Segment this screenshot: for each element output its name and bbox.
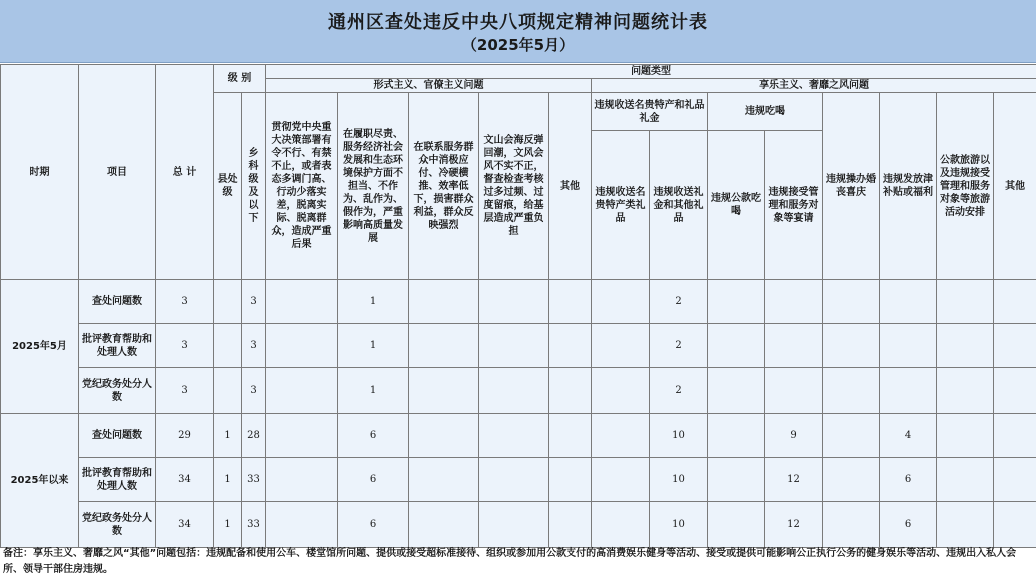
header-item: 项目: [79, 65, 156, 280]
cell-total: 3: [156, 280, 214, 324]
cell-h3: [823, 414, 880, 458]
header-meal-banquet: 违规接受管理和服务对象等宴请: [765, 131, 823, 280]
cell-g1: [592, 324, 650, 368]
cell-f3: [409, 280, 479, 324]
cell-f4: [479, 324, 549, 368]
header-total: 总 计: [156, 65, 214, 280]
cell-m1: [708, 280, 765, 324]
cell-m1: [708, 324, 765, 368]
cell-total: 34: [156, 458, 214, 502]
cell-f2: 6: [338, 414, 409, 458]
cell-h5: [937, 324, 994, 368]
cell-m2: [765, 280, 823, 324]
period-label: 2025年5月: [1, 280, 79, 414]
cell-h6: [994, 324, 1036, 368]
cell-township: 3: [242, 280, 266, 324]
row-item: 查处问题数: [79, 414, 156, 458]
row-item: 党纪政务处分人数: [79, 502, 156, 548]
cell-f1: [266, 502, 338, 548]
cell-county: 1: [214, 458, 242, 502]
header-hedonism-other: 其他: [994, 93, 1036, 280]
cell-m2: [765, 368, 823, 414]
cell-g2: 10: [650, 414, 708, 458]
header-gift-specialty: 违规收送名贵特产类礼品: [592, 131, 650, 280]
header-period: 时期: [1, 65, 79, 280]
header-formalism-1: 贯彻党中央重大决策部署有令不行、有禁不止，或者表态多调门高、行动少落实差，脱离实际、脱离群众，造成严重后果: [266, 93, 338, 280]
cell-county: [214, 324, 242, 368]
cell-h6: [994, 414, 1036, 458]
cell-f1: [266, 414, 338, 458]
cell-total: 34: [156, 502, 214, 548]
cell-g1: [592, 280, 650, 324]
header-hedonism: 享乐主义、奢靡之风问题: [592, 79, 1036, 93]
cell-h5: [937, 414, 994, 458]
cell-f3: [409, 324, 479, 368]
cell-h3: [823, 502, 880, 548]
cell-f3: [409, 368, 479, 414]
cell-h4: [880, 324, 937, 368]
cell-county: [214, 368, 242, 414]
cell-h5: [937, 458, 994, 502]
cell-h5: [937, 280, 994, 324]
cell-h5: [937, 368, 994, 414]
page-title: 通州区查处违反中央八项规定精神问题统计表: [328, 12, 708, 33]
cell-m2: 12: [765, 458, 823, 502]
cell-h4: 6: [880, 502, 937, 548]
cell-g2: 2: [650, 368, 708, 414]
cell-county: 1: [214, 502, 242, 548]
cell-g2: 2: [650, 324, 708, 368]
cell-m1: [708, 368, 765, 414]
header-level: 级 别: [214, 65, 266, 93]
cell-g2: 10: [650, 502, 708, 548]
cell-g1: [592, 368, 650, 414]
header-gift: 违规收送名贵特产和礼品礼金: [592, 93, 708, 131]
cell-f5: [549, 368, 592, 414]
cell-f1: [266, 458, 338, 502]
cell-county: [214, 280, 242, 324]
header-formalism-2: 在履职尽责、服务经济社会发展和生态环境保护方面不担当、不作为、乱作为、假作为，严重影响高质量发展: [338, 93, 409, 280]
statistics-table: [0, 64, 1036, 548]
header-formalism-3: 在联系服务群众中消极应付、冷硬横推、效率低下，损害群众利益，群众反映强烈: [409, 93, 479, 280]
cell-h6: [994, 368, 1036, 414]
cell-m1: [708, 502, 765, 548]
cell-township: 28: [242, 414, 266, 458]
header-formalism: 形式主义、官僚主义问题: [266, 79, 592, 93]
cell-h6: [994, 458, 1036, 502]
cell-h6: [994, 502, 1036, 548]
cell-f5: [549, 324, 592, 368]
row-item: 党纪政务处分人数: [79, 368, 156, 414]
header-problem-type: 问题类型: [266, 65, 1036, 79]
header-meal-public: 违规公款吃喝: [708, 131, 765, 280]
cell-m2: 12: [765, 502, 823, 548]
header-formalism-other: 其他: [549, 93, 592, 280]
cell-g1: [592, 414, 650, 458]
cell-f4: [479, 280, 549, 324]
cell-h3: [823, 324, 880, 368]
cell-total: 3: [156, 324, 214, 368]
row-item: 批评教育帮助和处理人数: [79, 458, 156, 502]
header-travel: 公款旅游以及违规接受管理和服务对象等旅游活动安排: [937, 93, 994, 280]
cell-h4: [880, 368, 937, 414]
cell-f2: 1: [338, 280, 409, 324]
period-label: 2025年以来: [1, 414, 79, 548]
cell-county: 1: [214, 414, 242, 458]
cell-h6: [994, 280, 1036, 324]
cell-f4: [479, 458, 549, 502]
cell-m2: [765, 324, 823, 368]
header-meal: 违规吃喝: [708, 93, 823, 131]
cell-g1: [592, 458, 650, 502]
cell-f2: 1: [338, 368, 409, 414]
cell-f5: [549, 458, 592, 502]
cell-township: 33: [242, 458, 266, 502]
cell-f1: [266, 280, 338, 324]
cell-f3: [409, 414, 479, 458]
header-allowance: 违规发放津补贴或福利: [880, 93, 937, 280]
cell-h4: 4: [880, 414, 937, 458]
cell-h3: [823, 368, 880, 414]
cell-f3: [409, 502, 479, 548]
cell-m1: [708, 414, 765, 458]
cell-f4: [479, 368, 549, 414]
cell-h3: [823, 458, 880, 502]
cell-township: 3: [242, 368, 266, 414]
header-formalism-4: 文山会海反弹回潮，文风会风不实不正，督查检查考核过多过频、过度留痕，给基层造成严重负担: [479, 93, 549, 280]
cell-h3: [823, 280, 880, 324]
cell-g2: 2: [650, 280, 708, 324]
header-county-level: 县处级: [214, 93, 242, 280]
cell-g1: [592, 502, 650, 548]
cell-f2: 1: [338, 324, 409, 368]
cell-f4: [479, 414, 549, 458]
cell-g2: 10: [650, 458, 708, 502]
cell-f4: [479, 502, 549, 548]
header-township-level: 乡科级及以下: [242, 93, 266, 280]
cell-f1: [266, 368, 338, 414]
row-item: 批评教育帮助和处理人数: [79, 324, 156, 368]
title-bar: [0, 0, 1036, 63]
cell-h4: [880, 280, 937, 324]
cell-f2: 6: [338, 502, 409, 548]
cell-f5: [549, 414, 592, 458]
cell-f3: [409, 458, 479, 502]
cell-m1: [708, 458, 765, 502]
cell-f1: [266, 324, 338, 368]
cell-h5: [937, 502, 994, 548]
cell-m2: 9: [765, 414, 823, 458]
footnote: 备注：享乐主义、奢靡之风“其他”问题包括：违规配备和使用公车、楼堂馆所问题、提供或接受超标准接待、组织或参加用公款支付的高消费娱乐健身等活动、接受或提供可能影响公正执行公务的健身娱乐等活动、违规出入私人会所、领导干部住房违规。: [3, 548, 1017, 575]
cell-township: 33: [242, 502, 266, 548]
cell-total: 29: [156, 414, 214, 458]
cell-f2: 6: [338, 458, 409, 502]
header-wedding-funeral: 违规操办婚丧喜庆: [823, 93, 880, 280]
cell-f5: [549, 502, 592, 548]
cell-total: 3: [156, 368, 214, 414]
cell-h4: 6: [880, 458, 937, 502]
header-gift-money: 违规收送礼金和其他礼品: [650, 131, 708, 280]
page-subtitle: （2025年5月）: [461, 36, 575, 54]
cell-township: 3: [242, 324, 266, 368]
row-item: 查处问题数: [79, 280, 156, 324]
cell-f5: [549, 280, 592, 324]
